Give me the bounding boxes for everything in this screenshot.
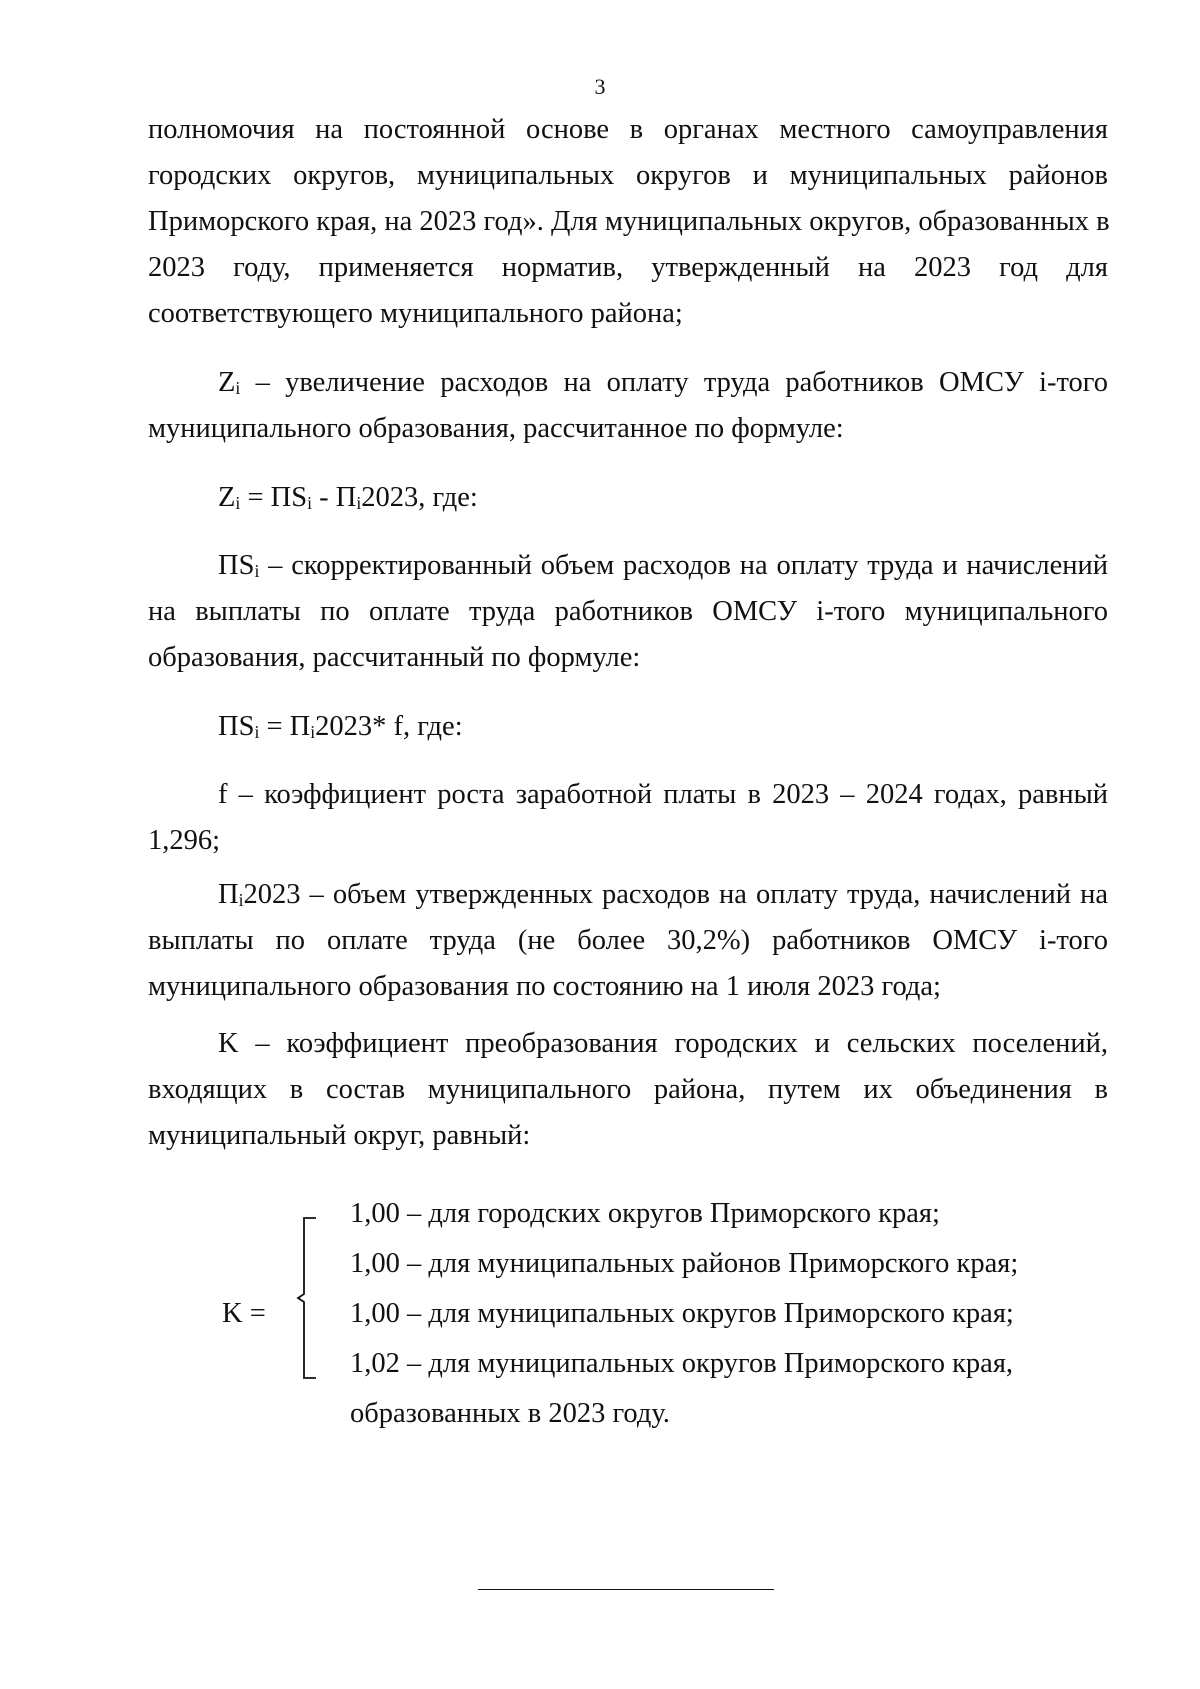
- formula-z-term-2: = ПS: [240, 482, 308, 513]
- paragraph-3-line-2: на выплаты по оплате труда работников ОМСУ i-того муниципального: [148, 596, 1108, 627]
- formula-ps-term-2: = П: [259, 711, 311, 742]
- formula-ps-term-3: 2023* f, где:: [315, 711, 463, 742]
- paragraph-5-line-2: выплаты по оплате труда (не более 30,2%) работников ОМСУ i-того: [148, 925, 1108, 956]
- formula-z-term-1: Z: [218, 482, 236, 513]
- paragraph-2-line-1: [218, 366, 1108, 400]
- paragraph-5-line-3: муниципального образования по состоянию на 1 июля 2023 года;: [148, 971, 941, 1002]
- k-option-4-continuation: образованных в 2023 году.: [350, 1398, 670, 1429]
- formula-ps: [218, 710, 1108, 744]
- paragraph-4-line-1: f – коэффициент роста заработной платы в 2023 – 2024 годах, равный: [218, 779, 1108, 810]
- formula-ps-term-1: ПS: [218, 711, 255, 742]
- formula-z-sub-2: i: [307, 493, 312, 514]
- k-option-2: 1,00 – для муниципальных районов Приморского края;: [350, 1248, 1019, 1279]
- paragraph-1-line-5: соответствующего муниципального района;: [148, 298, 683, 329]
- paragraph-3-line-1: [218, 549, 1108, 583]
- end-of-document-rule: [478, 1589, 774, 1590]
- formula-z-term-4: 2023, где:: [361, 482, 478, 513]
- paragraph-1-line-2: городских округов, муниципальных округов и муниципальных районов: [148, 160, 1108, 191]
- formula-z-sub-1: i: [235, 493, 241, 514]
- paragraph-1-line-4: 2023 году, применяется норматив, утвержденный на 2023 год для: [148, 252, 1108, 283]
- paragraph-3-line-3: образования, рассчитанный по формуле:: [148, 642, 641, 673]
- ps-symbol: ПS: [218, 550, 255, 581]
- page-number: 3: [594, 74, 606, 99]
- paragraph-1-line-1: полномочия на постоянной основе в органах местного самоуправления: [148, 114, 1108, 145]
- formula-z-term-3: - П: [312, 482, 357, 513]
- paragraph-6-line-2: входящих в состав муниципального района, путем их объединения в: [148, 1074, 1108, 1105]
- ps-definition-text: – скорректированный объем расходов на оплату труда и начислений: [259, 550, 1108, 581]
- p-symbol: П: [218, 879, 239, 910]
- z-definition-text: – увеличение расходов на оплату труда работников ОМСУ i-того: [240, 367, 1108, 398]
- paragraph-5-line-1: [218, 878, 1108, 912]
- p-subscript: i: [238, 890, 244, 911]
- k-formula-label: K =: [222, 1298, 266, 1329]
- k-option-1: 1,00 – для городских округов Приморского края;: [350, 1198, 940, 1229]
- paragraph-2-line-2: муниципального образования, рассчитанное по формуле:: [148, 413, 844, 444]
- ps-subscript: i: [254, 561, 260, 582]
- k-option-4: 1,02 – для муниципальных округов Приморского края,: [350, 1348, 1014, 1379]
- z-subscript: i: [235, 378, 241, 399]
- paragraph-1-line-3: Приморского края, на 2023 год». Для муниципальных округов, образованных в: [148, 206, 1110, 237]
- formula-z: [218, 481, 1108, 515]
- p-definition-text: 2023 – объем утвержденных расходов на оплату труда, начислений на: [243, 879, 1108, 910]
- paragraph-4-line-2: 1,296;: [148, 825, 221, 856]
- formula-ps-sub-2: i: [310, 722, 316, 743]
- paragraph-6-line-3: муниципальный округ, равный:: [148, 1120, 531, 1151]
- curly-brace-icon: [296, 1214, 326, 1382]
- k-option-3: 1,00 – для муниципальных округов Приморского края;: [350, 1298, 1014, 1329]
- z-symbol: Z: [218, 367, 236, 398]
- formula-ps-sub-1: i: [254, 722, 260, 743]
- formula-z-sub-3: i: [356, 493, 362, 514]
- paragraph-6-line-1: K – коэффициент преобразования городских и сельских поселений,: [218, 1028, 1108, 1059]
